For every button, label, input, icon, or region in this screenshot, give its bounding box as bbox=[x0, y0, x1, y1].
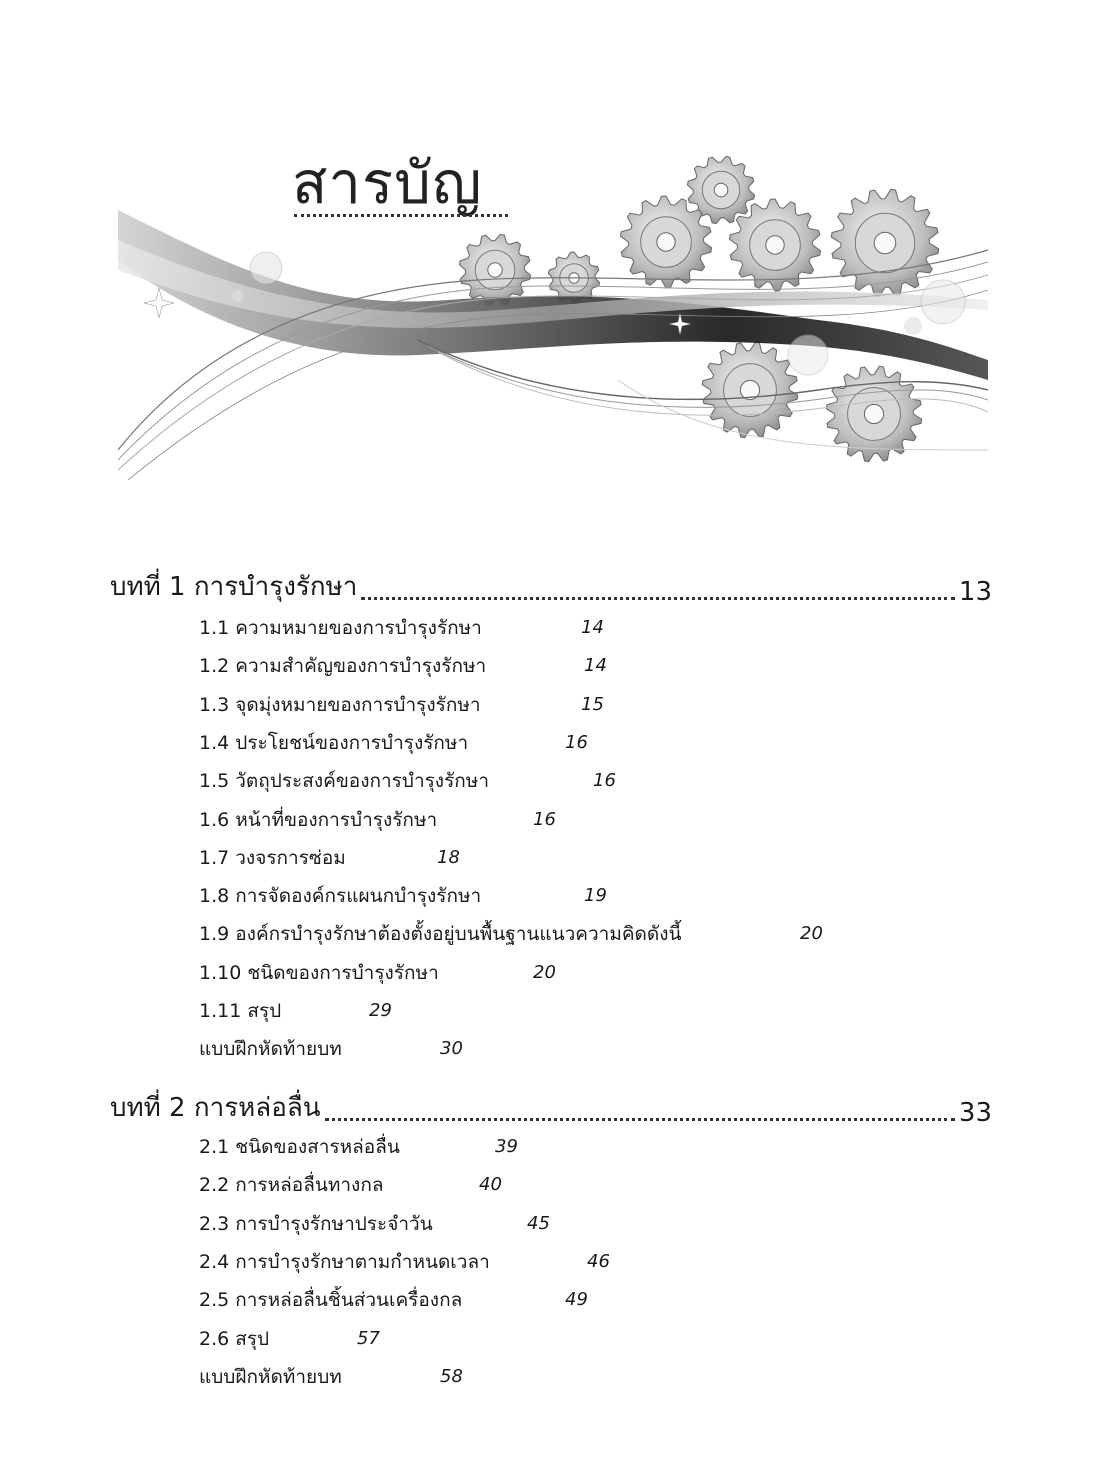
toc-entry[interactable] bbox=[199, 1209, 550, 1239]
toc-entry-page-number: 15 bbox=[581, 694, 604, 715]
toc-entry-page-number: 14 bbox=[584, 655, 607, 676]
toc-entry[interactable] bbox=[199, 728, 588, 758]
toc-entry[interactable] bbox=[199, 1170, 502, 1200]
chapter-heading[interactable] bbox=[110, 1088, 992, 1128]
toc-entry-title: 2.5 การหล่อลื่นชิ้นส่วนเครื่องกล bbox=[199, 1289, 463, 1311]
toc-entry-page-number: 46 bbox=[587, 1251, 610, 1272]
toc-entry-page-number: 14 bbox=[581, 617, 604, 638]
toc-entry-page-number: 19 bbox=[584, 885, 607, 906]
toc-entry[interactable] bbox=[199, 1034, 463, 1064]
toc-entry-title: 2.3 การบำรุงรักษาประจำวัน bbox=[199, 1213, 433, 1235]
header-banner bbox=[118, 150, 988, 480]
dot-leader bbox=[325, 1118, 955, 1121]
toc-entry-page-number: 49 bbox=[565, 1289, 588, 1310]
toc-entry-page-number: 45 bbox=[527, 1213, 550, 1234]
toc-entry[interactable] bbox=[199, 766, 616, 796]
toc-entry-title: 1.9 องค์กรบำรุงรักษาต้องตั้งอยู่บนพื้นฐานแนวความคิดดังนี้ bbox=[199, 923, 682, 945]
toc-entry[interactable] bbox=[199, 1247, 610, 1277]
toc-entry-title: 2.4 การบำรุงรักษาตามกำหนดเวลา bbox=[199, 1251, 490, 1273]
page-title: สารบัญ bbox=[292, 149, 483, 217]
toc-entry[interactable] bbox=[199, 958, 556, 988]
toc-entry-page-number: 16 bbox=[593, 770, 616, 791]
toc-entry-title: 1.5 วัตถุประสงค์ของการบำรุงรักษา bbox=[199, 770, 489, 792]
toc-entry[interactable] bbox=[199, 996, 392, 1026]
toc-entry-page-number: 39 bbox=[495, 1136, 518, 1157]
toc-entry[interactable] bbox=[199, 1324, 380, 1354]
toc-entry-page-number: 40 bbox=[479, 1174, 502, 1195]
toc-entry-page-number: 18 bbox=[437, 847, 460, 868]
gear-icon bbox=[831, 189, 938, 296]
toc-entry-title: 1.7 วงจรการซ่อม bbox=[199, 847, 346, 869]
gear-icon bbox=[620, 196, 711, 288]
toc-entry-title: 1.4 ประโยชน์ของการบำรุงรักษา bbox=[199, 732, 469, 754]
title-underline bbox=[294, 214, 508, 217]
toc-entry-page-number: 20 bbox=[533, 962, 556, 983]
toc-entry-page-number: 57 bbox=[357, 1328, 380, 1349]
toc-entry-title: 1.2 ความสำคัญของการบำรุงรักษา bbox=[199, 655, 487, 677]
toc-entry-page-number: 16 bbox=[565, 732, 588, 753]
chapter-title: บทที่ 1 การบำรุงรักษา bbox=[110, 572, 358, 602]
toc-entry-title: 1.1 ความหมายของการบำรุงรักษา bbox=[199, 617, 482, 639]
gears-swoosh-illustration bbox=[118, 150, 988, 480]
chapter-title: บทที่ 2 การหล่อลื่น bbox=[110, 1093, 321, 1123]
toc-entry-title: 2.2 การหล่อลื่นทางกล bbox=[199, 1174, 384, 1196]
toc-entry-title: 1.3 จุดมุ่งหมายของการบำรุงรักษา bbox=[199, 694, 481, 716]
toc-entry-title: แบบฝึกหัดท้ายบท bbox=[199, 1366, 342, 1388]
toc-entry[interactable] bbox=[199, 690, 604, 720]
toc-entry-title: 2.1 ชนิดของสารหล่อลื่น bbox=[199, 1136, 400, 1158]
toc-entry-title: 2.6 สรุป bbox=[199, 1328, 270, 1350]
toc-entry[interactable] bbox=[199, 1285, 588, 1315]
toc-entry-page-number: 30 bbox=[440, 1038, 463, 1059]
toc-entry[interactable] bbox=[199, 613, 604, 643]
chapter-page-number: 33 bbox=[958, 1098, 992, 1128]
toc-entry-title: 1.11 สรุป bbox=[199, 1000, 282, 1022]
toc-entry-page-number: 16 bbox=[533, 809, 556, 830]
toc-entry[interactable] bbox=[199, 1362, 463, 1392]
toc-entry-title: 1.10 ชนิดของการบำรุงรักษา bbox=[199, 962, 439, 984]
toc-entry[interactable] bbox=[199, 805, 556, 835]
toc-entry[interactable] bbox=[199, 881, 607, 911]
toc-entry-title: 1.8 การจัดองค์กรแผนกบำรุงรักษา bbox=[199, 885, 482, 907]
toc-entry-page-number: 29 bbox=[369, 1000, 392, 1021]
toc-entry[interactable] bbox=[199, 919, 823, 949]
chapter-heading[interactable] bbox=[110, 567, 992, 607]
toc-entry-title: แบบฝึกหัดท้ายบท bbox=[199, 1038, 342, 1060]
gear-icon bbox=[459, 234, 530, 305]
toc-entry[interactable] bbox=[199, 1132, 518, 1162]
chapter-page-number: 13 bbox=[958, 577, 992, 607]
toc-entry-page-number: 20 bbox=[800, 923, 823, 944]
toc-entry[interactable] bbox=[199, 843, 460, 873]
gear-icon bbox=[702, 342, 797, 437]
toc-entry-page-number: 58 bbox=[440, 1366, 463, 1387]
toc-entry[interactable] bbox=[199, 651, 607, 681]
dot-leader bbox=[361, 597, 955, 600]
toc-entry-title: 1.6 หน้าที่ของการบำรุงรักษา bbox=[199, 809, 438, 831]
